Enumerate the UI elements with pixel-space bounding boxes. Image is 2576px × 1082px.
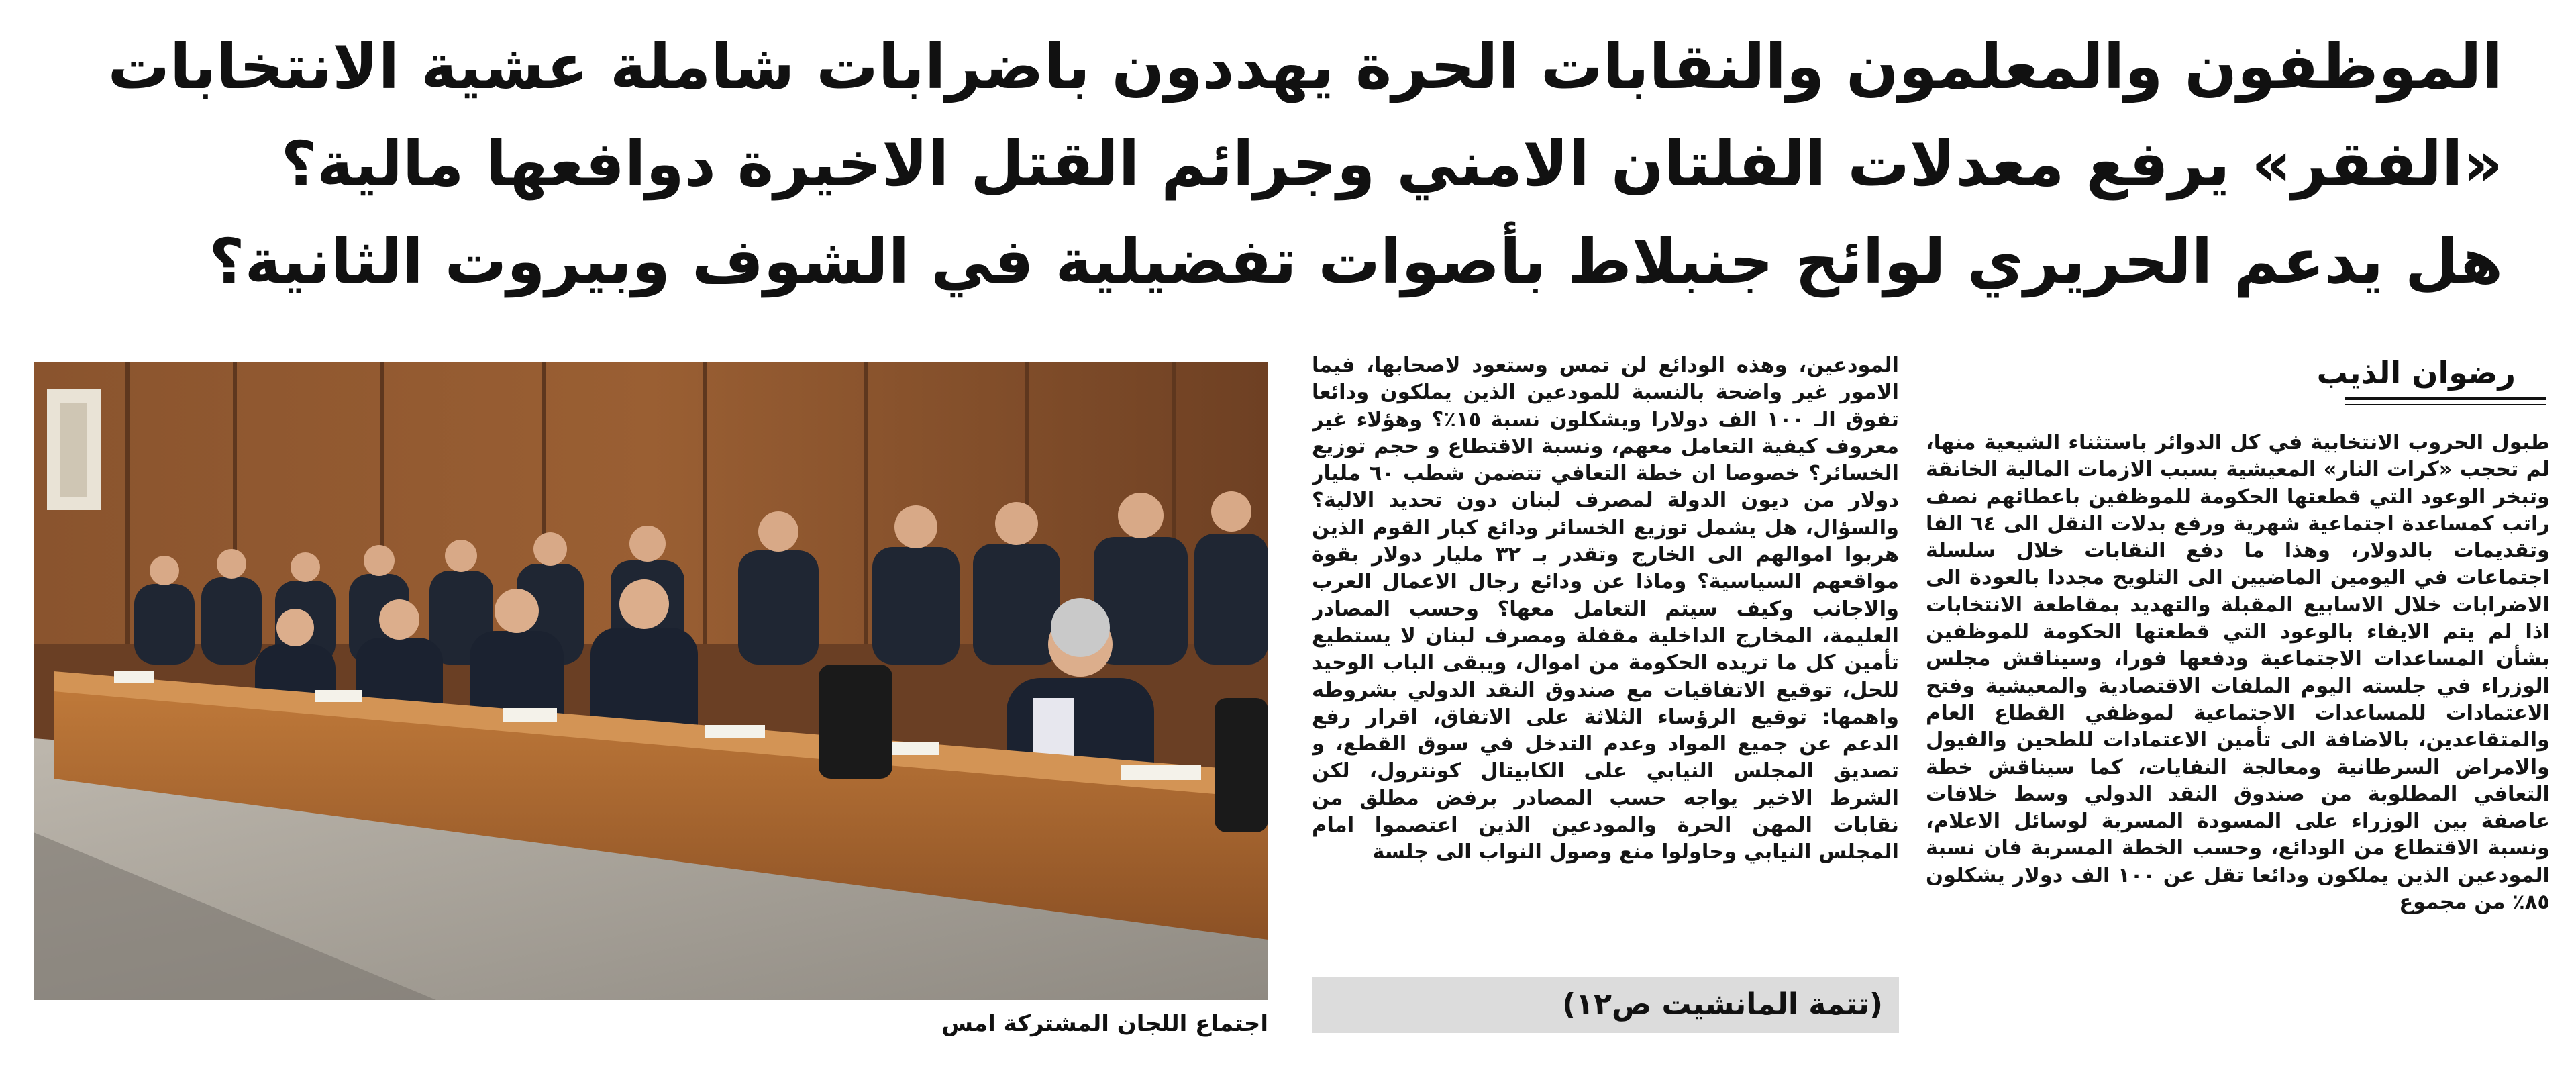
author-byline: رضوان الذيب [2316, 354, 2516, 391]
continued-on-page-box [1312, 977, 1899, 1033]
meeting-photo-illustration [34, 362, 1268, 1000]
continued-label: (تتمة المانشيت ص١٢) [1562, 987, 1883, 1022]
article-column-middle: المودعين، وهذه الودائع لن تمس وستعود لاصحابها، فيما الامور غير واضحة بالنسبة للمودعين الذين يملكون ودائعا تفوق الـ ١٠٠ الف دولارا ويشكلون نسبة ١٥٪؟ وهؤلاء غير معروف كيفية التعامل معهم، ونسبة الاقتطاع و حجم توزيع الخسائر؟ خصوصا ان خطة التعافي تتضمن شطب ٦٠ مليار دولار من ديون الدولة لمصرف لبنان دون تحديد الالية؟ والسؤال، هل يشمل توزيع الخسائر ودائع كبار القوم الذين هربوا اموالهم الى الخارج وتقدر بـ ٣٢ مليار دولار بقوة مواقعهم السياسية؟ وماذا عن ودائع رجال الاعمال العرب والاجانب وكيف سيتم التعامل معها؟ وحسب المصادر العليمة، المخارج الداخلية مقفلة ومصرف لبنان لا يستطيع تأمين كل ما تريده الحكومة من اموال، ويبقى الباب الوحيد للحل، توقيع الاتفاقيات مع صندوق النقد الدولي بشروطه واهمها: توقيع الرؤساء الثلاثة على الاتفاق، اقرار رفع الدعم عن جميع المواد وعدم التدخل في سوق القطع، و تصديق المجلس النيابي على الكابيتال كونترول، لكن الشرط الاخير يواجه حسب المصادر برفض مطلق من نقابات المهن الحرة والمودعين الذين اعتصموا امام المجلس النيابي وحاولوا منع وصول النواب الى جلسة [1312, 354, 1899, 865]
headline-line-1: الموظفون والمعلمون والنقابات الحرة يهددون باضرابات شاملة عشية الانتخابات [107, 31, 2503, 103]
headline-line-2: «الفقر» يرفع معدلات الفلتان الامني وجرائم القتل الاخيرة دوافعها مالية؟ [280, 128, 2503, 200]
article-column-right: طبول الحروب الانتخابية في كل الدوائر باستثناء الشيعية منها، لم تحجب «كرات النار» المعيشية بسبب الازمات المالية الخانقة وتبخر الوعود التي قطعتها الحكومة للموظفين باعطائهم نصف راتب كمساعدة اجتماعية شهرية ورفع بدلات النقل الى ٦٤ الفا وتقديمات بالدولار، وهذا ما دفع النقابات خلال سلسلة اجتماعات في اليومين الماضيين الى التلويح مجددا بالعودة الى الاضرابات خلال الاسابيع المقبلة والتهديد بمقاطعة الانتخابات اذا لم يتم الايفاء بالوعود التي قطعتها الحكومة للموظفين بشأن المساعدات الاجتماعية ودفعها فورا، وسيناقش مجلس الوزراء في جلسته اليوم الملفات الاقتصادية والمعيشية وفتح الاعتمادات للمساعدات الاجتماعية لموظفي القطاع العام والمتقاعدين، بالاضافة الى تأمين الاعتمادات للطحين والفيول والامراض السرطانية ومعالجة النفايات، كما سيناقش خطة التعافي المطلوبة من صندوق النقد الدولي وسط خلافات عاصفة بين الوزراء على المسودة المسربة لوسائل الاعلام، ونسبة الاقتطاع من الودائع، وحسب الخطة المسربة فان نسبة المودعين الذين يملكون ودائعا تقل عن ١٠٠ الف دولار يشكلون ٨٥٪ من مجموع [1926, 431, 2550, 915]
photo-caption: اجتماع اللجان المشتركة امس [941, 1010, 1268, 1037]
headline-line-3: هل يدعم الحريري لوائح جنبلاط بأصوات تفضيلية في الشوف وبيروت الثانية؟ [209, 226, 2503, 297]
meeting-photo [34, 362, 1268, 1000]
byline-rule [2345, 397, 2546, 400]
byline-rule-thin [2345, 404, 2546, 405]
